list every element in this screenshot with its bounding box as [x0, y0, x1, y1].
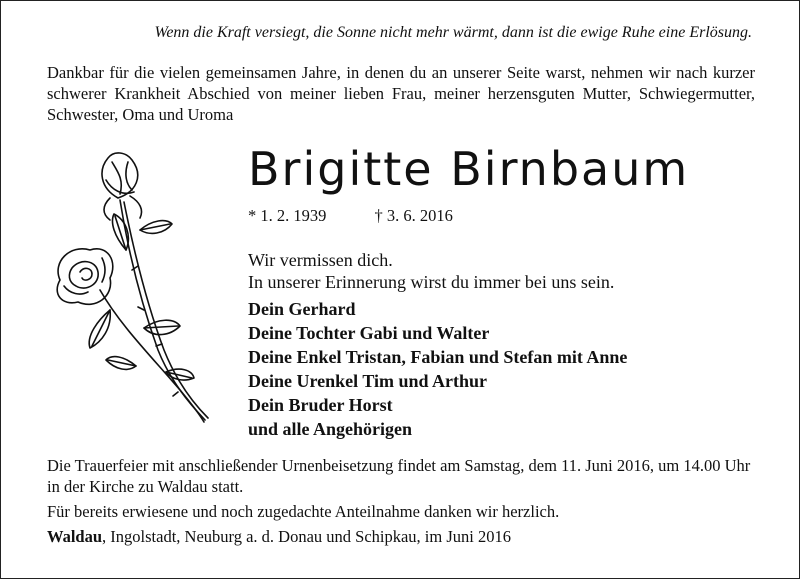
family-member: Dein Gerhard [248, 299, 356, 319]
family-list [248, 297, 627, 441]
rose-icon [40, 140, 240, 430]
family-member: Deine Enkel Tristan, Fabian und Stefan mit Anne [248, 347, 628, 367]
family-member: Deine Tochter Gabi und Walter [248, 323, 490, 343]
birth-date: * 1. 2. 1939 [248, 206, 327, 225]
remembrance-line: In unserer Erinnerung wirst du immer bei uns sein. [248, 272, 615, 292]
funeral-service-info: Die Trauerfeier mit anschließender Urnenbeisetzung findet am Samstag, dem 11. Juni 2016, um 14.00 Uhr in der Kirche zu Waldau statt. [47, 456, 751, 496]
motto: Wenn die Kraft versiegt, die Sonne nicht mehr wärmt, dann ist die ewige Ruhe eine Erlösung. [154, 24, 752, 41]
death-date: † 3. 6. 2016 [374, 206, 453, 225]
remembrance-line: Wir vermissen dich. [248, 250, 393, 270]
deceased-name: Brigitte Birnbaum [248, 142, 690, 196]
places-line [47, 527, 511, 547]
family-member: Dein Bruder Horst [248, 395, 393, 415]
places-rest: , Ingolstadt, Neuburg a. d. Donau und Schipkau, im Juni 2016 [102, 527, 511, 546]
life-dates [248, 206, 453, 226]
family-member: und alle Angehörigen [248, 419, 413, 439]
thanks-text: Für bereits erwiesene und noch zugedachte Anteilnahme danken wir herzlich. [47, 502, 560, 521]
family-member: Deine Urenkel Tim und Arthur [248, 371, 488, 391]
remembrance-text [248, 249, 614, 293]
places-first: Waldau [47, 527, 103, 546]
intro-text: Dankbar für die vielen gemeinsamen Jahre, in denen du an unserer Seite warst, nehmen wir nach kurzer schwerer Krankheit Abschied von meiner lieben Frau, meiner herzensguten Mutter, Schwiegermutter, Schwester, Oma und Uroma [47, 63, 755, 124]
